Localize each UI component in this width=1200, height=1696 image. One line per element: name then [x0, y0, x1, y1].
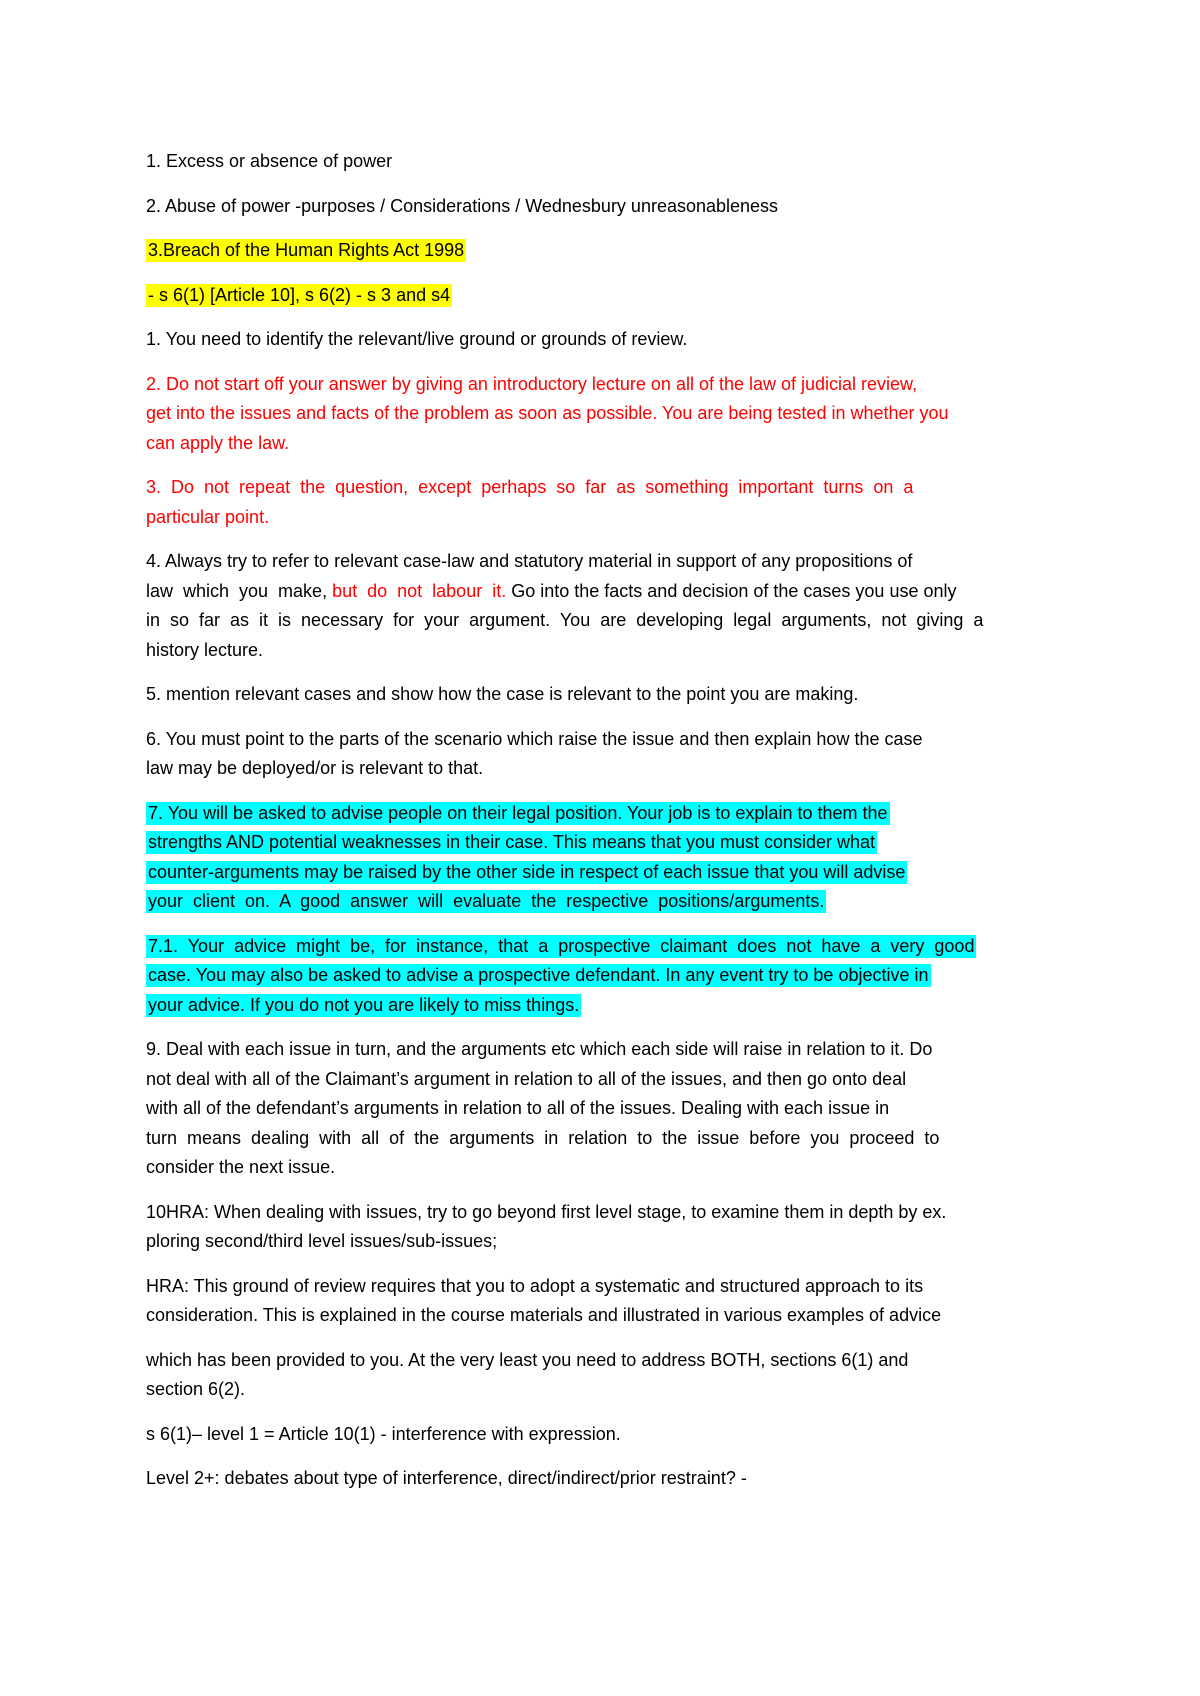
text-line: consider the next issue.	[146, 1157, 336, 1177]
text-line: Level 2+: debates about type of interference, direct/indirect/prior restraint? -	[146, 1468, 747, 1488]
text-line: consideration. This is explained in the course materials and illustrated in various examples of advice	[146, 1305, 942, 1325]
highlighted-text: - s 6(1) [Article 10], s 6(2) - s 3 and s4	[148, 284, 451, 305]
paragraph-hra-approach	[146, 1272, 1066, 1331]
highlighted-text: 7.1. Your advice might be, for instance, that a prospective claimant does not have a very good	[148, 935, 975, 956]
paragraph-ground-2	[146, 192, 1066, 222]
highlighted-text: strengths AND potential weaknesses in their case. This means that you must consider what	[148, 832, 876, 852]
text-line: with all of the defendant’s arguments in relation to all of the issues. Dealing with each issue in	[146, 1098, 890, 1118]
text-line: 3. Do not repeat the question, except perhaps so far as something important turns on a	[146, 477, 914, 497]
red-text-segment: but do not labour it.	[332, 580, 507, 601]
paragraph-tip-3	[146, 473, 1066, 532]
paragraph-hra-sections	[146, 1346, 1066, 1405]
text-line: s 6(1)– level 1 = Article 10(1) - interference with expression.	[146, 1423, 621, 1444]
text-line: section 6(2).	[146, 1379, 246, 1399]
paragraph-tip-6	[146, 725, 1066, 784]
highlighted-text: case. You may also be asked to advise a prospective defendant. In any event try to be objective in	[148, 965, 929, 985]
paragraph-ground-1	[146, 147, 1066, 177]
text-line: 5. mention relevant cases and show how the case is relevant to the point you are making.	[146, 684, 859, 704]
text-line: not deal with all of the Claimant’s argument in relation to all of the issues, and then go onto deal	[146, 1068, 907, 1089]
text-line: get into the issues and facts of the problem as soon as possible. You are being tested in whether you	[146, 403, 949, 423]
paragraph-tip-7	[146, 799, 1066, 917]
text-line: history lecture.	[146, 639, 264, 660]
text-line: law may be deployed/or is relevant to that.	[146, 758, 484, 778]
highlighted-text: your client on. A good answer will evaluate the respective positions/arguments.	[148, 891, 825, 911]
paragraph-ground-3-sections	[146, 281, 1066, 311]
document-body	[146, 147, 1066, 1509]
paragraph-tip-5	[146, 680, 1066, 710]
paragraph-tip-2	[146, 370, 1066, 459]
highlighted-text: 3.Breach of the Human Rights Act 1998	[148, 240, 465, 260]
text-segment: Go into the facts and decision of the cases you use only	[511, 580, 957, 601]
text-line: 2. Do not start off your answer by giving an introductory lecture on all of the law of judicial review,	[146, 373, 918, 394]
paragraph-tip-7-1	[146, 932, 1066, 1021]
text-line: particular point.	[146, 506, 270, 527]
text-line: turn means dealing with all of the arguments in relation to the issue before you proceed to	[146, 1127, 940, 1148]
text-line: 9. Deal with each issue in turn, and the arguments etc which each side will raise in relation to it. Do	[146, 1039, 933, 1059]
paragraph-tip-4	[146, 547, 1066, 665]
highlighted-text: your advice. If you do not you are likely to miss things.	[148, 994, 580, 1015]
paragraph-ground-3-heading	[146, 236, 1066, 266]
text-line: 4. Always try to refer to relevant case-law and statutory material in support of any propositions of	[146, 551, 913, 571]
paragraph-level-1	[146, 1420, 1066, 1450]
text-line: 1. You need to identify the relevant/live ground or grounds of review.	[146, 329, 688, 349]
paragraph-tip-9	[146, 1035, 1066, 1183]
highlighted-text: counter-arguments may be raised by the other side in respect of each issue that you will advise	[148, 861, 906, 882]
text-line: HRA: This ground of review requires that you to adopt a systematic and structured approach to its	[146, 1275, 924, 1296]
text-line: 2. Abuse of power -purposes / Considerations / Wednesbury unreasonableness	[146, 195, 779, 216]
paragraph-tip-1	[146, 325, 1066, 355]
text-line: 10HRA: When dealing with issues, try to go beyond first level stage, to examine them in depth by ex.	[146, 1201, 947, 1222]
text-line: 1. Excess or absence of power	[146, 151, 393, 171]
paragraph-level-2	[146, 1464, 1066, 1494]
text-line: which has been provided to you. At the very least you need to address BOTH, sections 6(1) and	[146, 1349, 909, 1370]
text-line: can apply the law.	[146, 432, 290, 453]
text-line: in so far as it is necessary for your argument. You are developing legal arguments, not giving a	[146, 610, 984, 630]
text-segment: law which you make,	[146, 580, 328, 601]
text-line: 6. You must point to the parts of the scenario which raise the issue and then explain how the case	[146, 728, 923, 749]
text-line: ploring second/third level issues/sub-issues;	[146, 1231, 498, 1251]
highlighted-text: 7. You will be asked to advise people on their legal position. Your job is to explain to them the	[148, 802, 888, 823]
paragraph-tip-10	[146, 1198, 1066, 1257]
